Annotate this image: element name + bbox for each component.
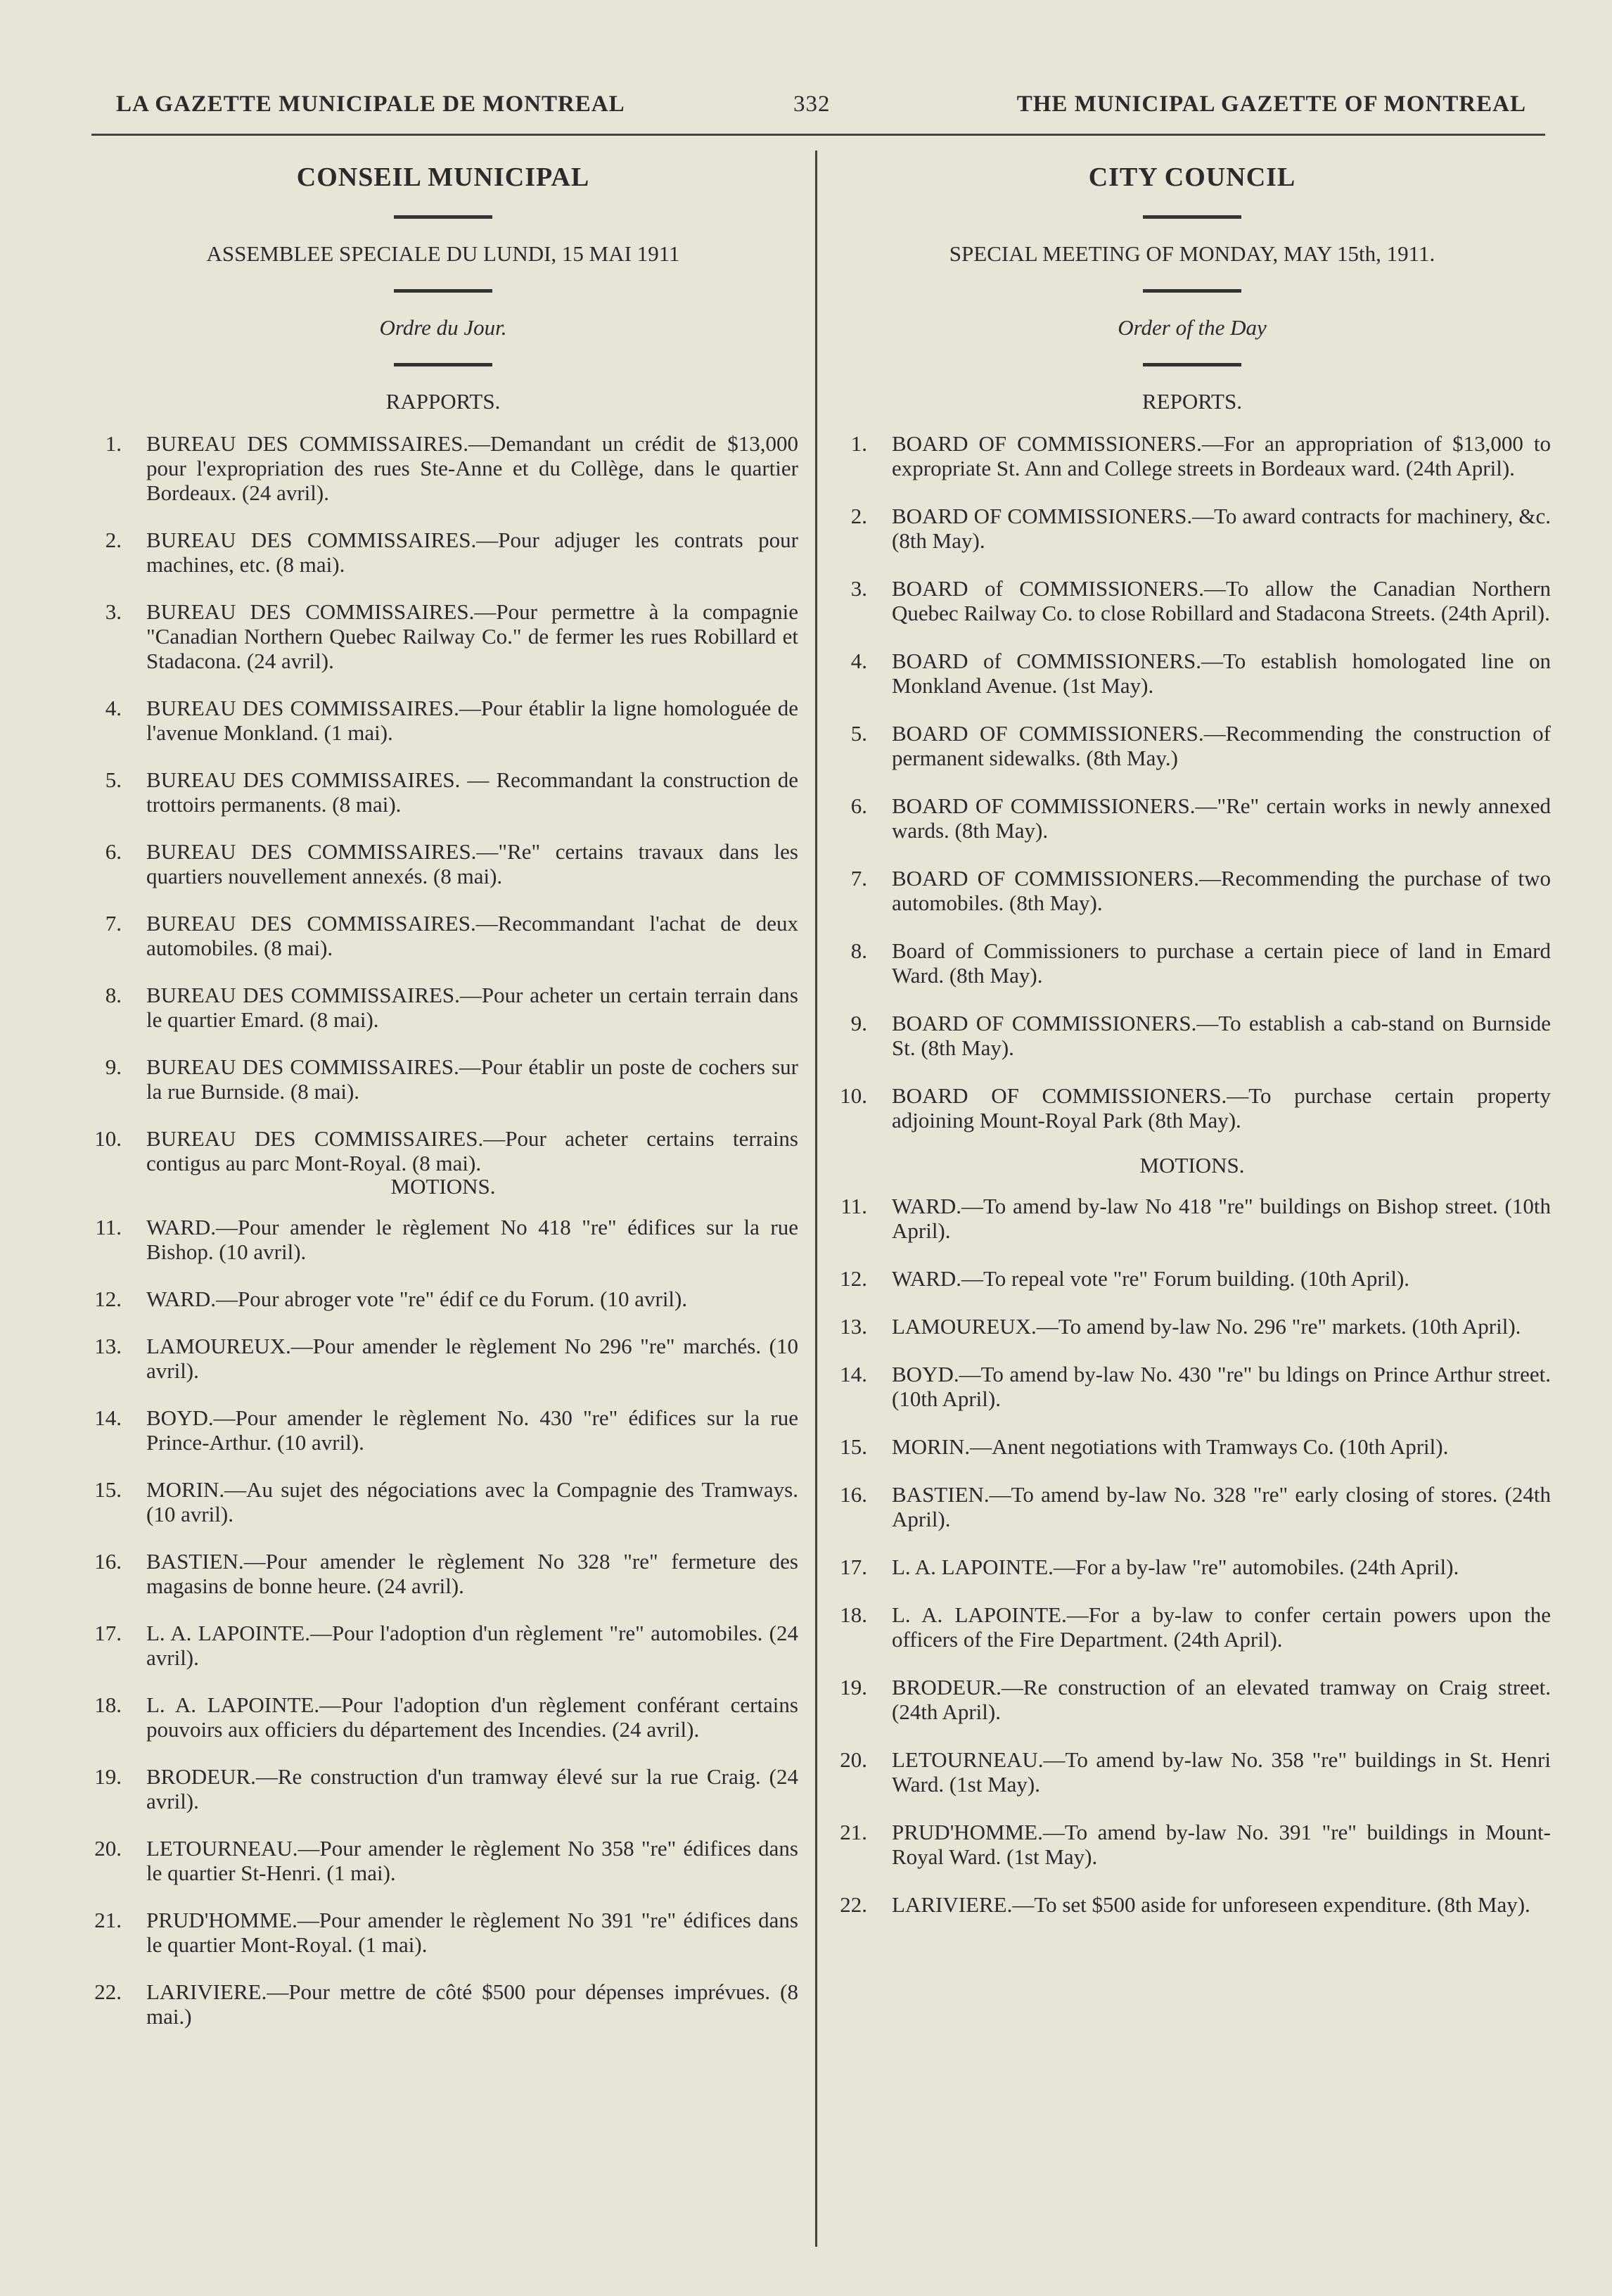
item-text: BUREAU DES COMMISSAIRES.—Demandant un crédit de $13,000 pour l'expropriation des rues Ste-Anne et du Collège, dans le quartier Bordeaux. (24 avril). [146, 431, 798, 505]
item-text: BUREAU DES COMMISSAIRES.—Pour permettre à la compagnie "Canadian Northern Quebec Railway Co." de fermer les rues Robillard et Stadacona. (24 avril). [146, 599, 798, 673]
item-number: 18. [840, 1602, 867, 1627]
item-text: LETOURNEAU.—To amend by-law No. 358 "re" buildings in St. Henri Ward. (1st May). [892, 1747, 1551, 1797]
agenda-item [88, 528, 798, 577]
item-text: L. A. LAPOINTE.—For a by-law "re" automobiles. (24th April). [892, 1555, 1459, 1579]
agenda-item [833, 721, 1551, 770]
agenda-item [833, 1011, 1551, 1060]
item-text: BASTIEN.—Pour amender le règlement No 328 "re" fermeture des magasins de bonne heure. (24 avril). [146, 1549, 798, 1598]
item-text: L. A. LAPOINTE.—Pour l'adoption d'un règlement conférant certains pouvoirs aux officiers du département des Incendies. (24 avril). [146, 1692, 798, 1742]
ornamental-rule [1143, 289, 1241, 293]
section-title: CITY COUNCIL [1088, 162, 1296, 192]
item-text: BOARD of COMMISSIONERS.—To establish homologated line on Monkland Avenue. (1st May). [892, 649, 1551, 698]
item-text: Board of Commissioners to purchase a certain piece of land in Emard Ward. (8th May). [892, 938, 1551, 988]
agenda-item [833, 1675, 1551, 1724]
item-text: LAMOUREUX.—To amend by-law No. 296 "re" markets. (10th April). [892, 1314, 1521, 1339]
agenda-item [88, 696, 798, 745]
agenda-item [833, 1482, 1551, 1531]
agenda-item [833, 938, 1551, 988]
item-text: BUREAU DES COMMISSAIRES.—Pour adjuger les contrats pour machines, etc. (8 mai). [146, 528, 798, 577]
page-number: 332 [793, 91, 831, 117]
agenda-item [833, 1083, 1551, 1133]
item-text: BUREAU DES COMMISSAIRES.—Pour acheter certains terrains contigus au parc Mont-Royal. (8 mai). [146, 1126, 798, 1175]
agenda-item [88, 911, 798, 960]
agenda-item [88, 839, 798, 888]
agenda-item [88, 431, 798, 505]
agenda-item [833, 793, 1551, 843]
item-number: 3. [105, 599, 122, 624]
item-text: BUREAU DES COMMISSAIRES.—Pour établir un poste de cochers sur la rue Burnside. (8 mai). [146, 1054, 798, 1104]
agenda-item [88, 1549, 798, 1598]
item-number: 1. [850, 431, 867, 456]
item-text: BUREAU DES COMMISSAIRES.—Recommandant l'achat de deux automobiles. (8 mai). [146, 911, 798, 960]
item-text: BOARD of COMMISSIONERS.—To allow the Canadian Northern Quebec Railway Co. to close Robillard and Stadacona Streets. (24th April). [892, 576, 1551, 625]
item-number: 15. [94, 1477, 122, 1502]
reports-heading: REPORTS. [1142, 389, 1242, 414]
reports-list [833, 431, 1551, 1133]
ornamental-rule [394, 363, 492, 366]
item-text: L. A. LAPOINTE.—For a by-law to confer certain powers upon the officers of the Fire Department. (24th April). [892, 1602, 1551, 1652]
agenda-item [88, 1477, 798, 1526]
item-number: 9. [105, 1054, 122, 1079]
agenda-item [833, 1266, 1551, 1291]
item-number: 8. [850, 938, 867, 963]
reports-list [88, 431, 798, 1175]
item-text: BRODEUR.—Re construction of an elevated tramway on Craig street. (24th April). [892, 1675, 1551, 1724]
meeting-subtitle: SPECIAL MEETING OF MONDAY, MAY 15th, 1911. [949, 241, 1435, 266]
order-of-day: Order of the Day [1118, 315, 1267, 340]
ornamental-rule [1143, 363, 1241, 366]
agenda-item [88, 1287, 798, 1311]
running-header [0, 0, 1612, 141]
agenda-item [833, 1820, 1551, 1869]
agenda-item [88, 1405, 798, 1455]
item-number: 17. [94, 1621, 122, 1645]
agenda-item [88, 1692, 798, 1742]
agenda-item [88, 1979, 798, 2029]
french-column [88, 162, 798, 2051]
item-text: BOARD OF COMMISSIONERS.—To establish a cab-stand on Burnside St. (8th May). [892, 1011, 1551, 1060]
item-text: BOARD OF COMMISSIONERS.—Recommending the purchase of two automobiles. (8th May). [892, 866, 1551, 915]
item-text: MORIN.—Au sujet des négociations avec la Compagnie des Tramways. (10 avril). [146, 1477, 798, 1526]
item-text: BOARD OF COMMISSIONERS.—To award contracts for machinery, &c. (8th May). [892, 504, 1551, 553]
item-number: 16. [94, 1549, 122, 1574]
item-number: 12. [94, 1287, 122, 1311]
item-number: 9. [850, 1011, 867, 1035]
item-number: 1. [105, 431, 122, 456]
item-number: 3. [850, 576, 867, 601]
item-number: 6. [105, 839, 122, 864]
column-divider [815, 151, 817, 2247]
motions-list [833, 1194, 1551, 1917]
item-number: 13. [840, 1314, 867, 1339]
agenda-item [88, 767, 798, 817]
item-number: 10. [840, 1083, 867, 1108]
item-number: 16. [840, 1482, 867, 1507]
motions-heading: MOTIONS. [390, 1174, 496, 1199]
item-text: BUREAU DES COMMISSAIRES.—Pour établir la ligne homologuée de l'avenue Monkland. (1 mai). [146, 696, 798, 745]
motions-heading: MOTIONS. [1139, 1153, 1245, 1178]
item-number: 10. [94, 1126, 122, 1151]
item-text: BRODEUR.—Re construction d'un tramway élevé sur la rue Craig. (24 avril). [146, 1764, 798, 1813]
ornamental-rule [394, 289, 492, 293]
item-number: 20. [94, 1836, 122, 1861]
item-number: 13. [94, 1334, 122, 1358]
section-title: CONSEIL MUNICIPAL [296, 162, 590, 192]
agenda-item [833, 504, 1551, 553]
item-number: 8. [105, 983, 122, 1007]
item-number: 19. [94, 1764, 122, 1789]
item-text: PRUD'HOMME.—Pour amender le règlement No 391 "re" édifices dans le quartier Mont-Royal. (1 mai). [146, 1908, 798, 1957]
header-title-french: LA GAZETTE MUNICIPALE DE MONTREAL [116, 91, 625, 117]
item-text: WARD.—Pour amender le règlement No 418 "re" édifices sur la rue Bishop. (10 avril). [146, 1215, 798, 1264]
header-title-english: THE MUNICIPAL GAZETTE OF MONTREAL [1016, 91, 1526, 117]
agenda-item [833, 1892, 1551, 1917]
item-number: 4. [850, 649, 867, 673]
agenda-item [88, 1908, 798, 1957]
item-number: 19. [840, 1675, 867, 1699]
agenda-item [833, 1362, 1551, 1411]
item-number: 21. [840, 1820, 867, 1844]
item-number: 7. [105, 911, 122, 936]
agenda-item [88, 1126, 798, 1175]
agenda-item [833, 1434, 1551, 1459]
agenda-item [88, 1334, 798, 1383]
item-text: PRUD'HOMME.—To amend by-law No. 391 "re" buildings in Mount-Royal Ward. (1st May). [892, 1820, 1551, 1869]
agenda-item [833, 649, 1551, 698]
item-number: 15. [840, 1434, 867, 1459]
motions-list [88, 1215, 798, 2029]
item-text: LETOURNEAU.—Pour amender le règlement No 358 "re" édifices dans le quartier St-Henri. (1 mai). [146, 1836, 798, 1885]
item-text: BASTIEN.—To amend by-law No. 328 "re" early closing of stores. (24th April). [892, 1482, 1551, 1531]
ornamental-rule [1143, 215, 1241, 219]
agenda-item [88, 983, 798, 1032]
item-number: 2. [105, 528, 122, 552]
item-text: LAMOUREUX.—Pour amender le règlement No 296 "re" marchés. (10 avril). [146, 1334, 798, 1383]
agenda-item [833, 431, 1551, 480]
item-text: WARD.—Pour abroger vote "re" édif ce du Forum. (10 avril). [146, 1287, 688, 1311]
item-number: 11. [95, 1215, 122, 1239]
item-number: 6. [850, 793, 867, 818]
header-rule [91, 134, 1545, 136]
item-number: 14. [94, 1405, 122, 1430]
item-number: 18. [94, 1692, 122, 1717]
item-text: BOARD OF COMMISSIONERS.—"Re" certain works in newly annexed wards. (8th May). [892, 793, 1551, 843]
item-text: WARD.—To repeal vote "re" Forum building. (10th April). [892, 1266, 1410, 1291]
agenda-item [833, 1555, 1551, 1579]
item-text: WARD.—To amend by-law No 418 "re" buildings on Bishop street. (10th April). [892, 1194, 1551, 1243]
item-number: 12. [840, 1266, 867, 1291]
item-number: 14. [840, 1362, 867, 1386]
agenda-item [833, 1314, 1551, 1339]
item-number: 17. [840, 1555, 867, 1579]
agenda-item [833, 1602, 1551, 1652]
item-text: L. A. LAPOINTE.—Pour l'adoption d'un règlement "re" automobiles. (24 avril). [146, 1621, 798, 1670]
item-number: 5. [105, 767, 122, 792]
item-number: 20. [840, 1747, 867, 1772]
agenda-item [833, 866, 1551, 915]
agenda-item [833, 576, 1551, 625]
item-text: BUREAU DES COMMISSAIRES.—Pour acheter un certain terrain dans le quartier Emard. (8 mai). [146, 983, 798, 1032]
reports-heading: RAPPORTS. [385, 389, 501, 414]
item-text: BOARD OF COMMISSIONERS.—To purchase certain property adjoining Mount-Royal Park (8th May). [892, 1083, 1551, 1133]
item-number: 2. [850, 504, 867, 528]
item-text: LARIVIERE.—To set $500 aside for unforeseen expenditure. (8th May). [892, 1892, 1530, 1917]
agenda-item [833, 1747, 1551, 1797]
ornamental-rule [394, 215, 492, 219]
item-text: LARIVIERE.—Pour mettre de côté $500 pour dépenses imprévues. (8 mai.) [146, 1979, 798, 2029]
item-text: BOARD OF COMMISSIONERS.—Recommending the construction of permanent sidewalks. (8th May.) [892, 721, 1551, 770]
agenda-item [88, 1215, 798, 1264]
agenda-item [833, 1194, 1551, 1243]
english-column [833, 162, 1551, 1940]
item-number: 5. [850, 721, 867, 746]
agenda-item [88, 1054, 798, 1104]
item-number: 22. [840, 1892, 867, 1917]
item-text: BOARD OF COMMISSIONERS.—For an appropriation of $13,000 to expropriate St. Ann and College streets in Bordeaux ward. (24th April). [892, 431, 1551, 480]
item-text: MORIN.—Anent negotiations with Tramways Co. (10th April). [892, 1434, 1449, 1459]
agenda-item [88, 599, 798, 673]
agenda-item [88, 1836, 798, 1885]
meeting-subtitle: ASSEMBLEE SPECIALE DU LUNDI, 15 MAI 1911 [206, 241, 680, 266]
item-text: BUREAU DES COMMISSAIRES.—"Re" certains travaux dans les quartiers nouvellement annexés. (8 mai). [146, 839, 798, 888]
item-number: 4. [105, 696, 122, 720]
item-text: BUREAU DES COMMISSAIRES. — Recommandant la construction de trottoirs permanents. (8 mai). [146, 767, 798, 817]
item-text: BOYD.—To amend by-law No. 430 "re" bu ldings on Prince Arthur street. (10th April). [892, 1362, 1551, 1411]
agenda-item [88, 1764, 798, 1813]
agenda-item [88, 1621, 798, 1670]
item-number: 7. [850, 866, 867, 891]
item-number: 21. [94, 1908, 122, 1932]
item-number: 11. [840, 1194, 867, 1218]
item-text: BOYD.—Pour amender le règlement No. 430 "re" édifices sur la rue Prince-Arthur. (10 avril). [146, 1405, 798, 1455]
order-of-day: Ordre du Jour. [379, 315, 507, 340]
item-number: 22. [94, 1979, 122, 2004]
